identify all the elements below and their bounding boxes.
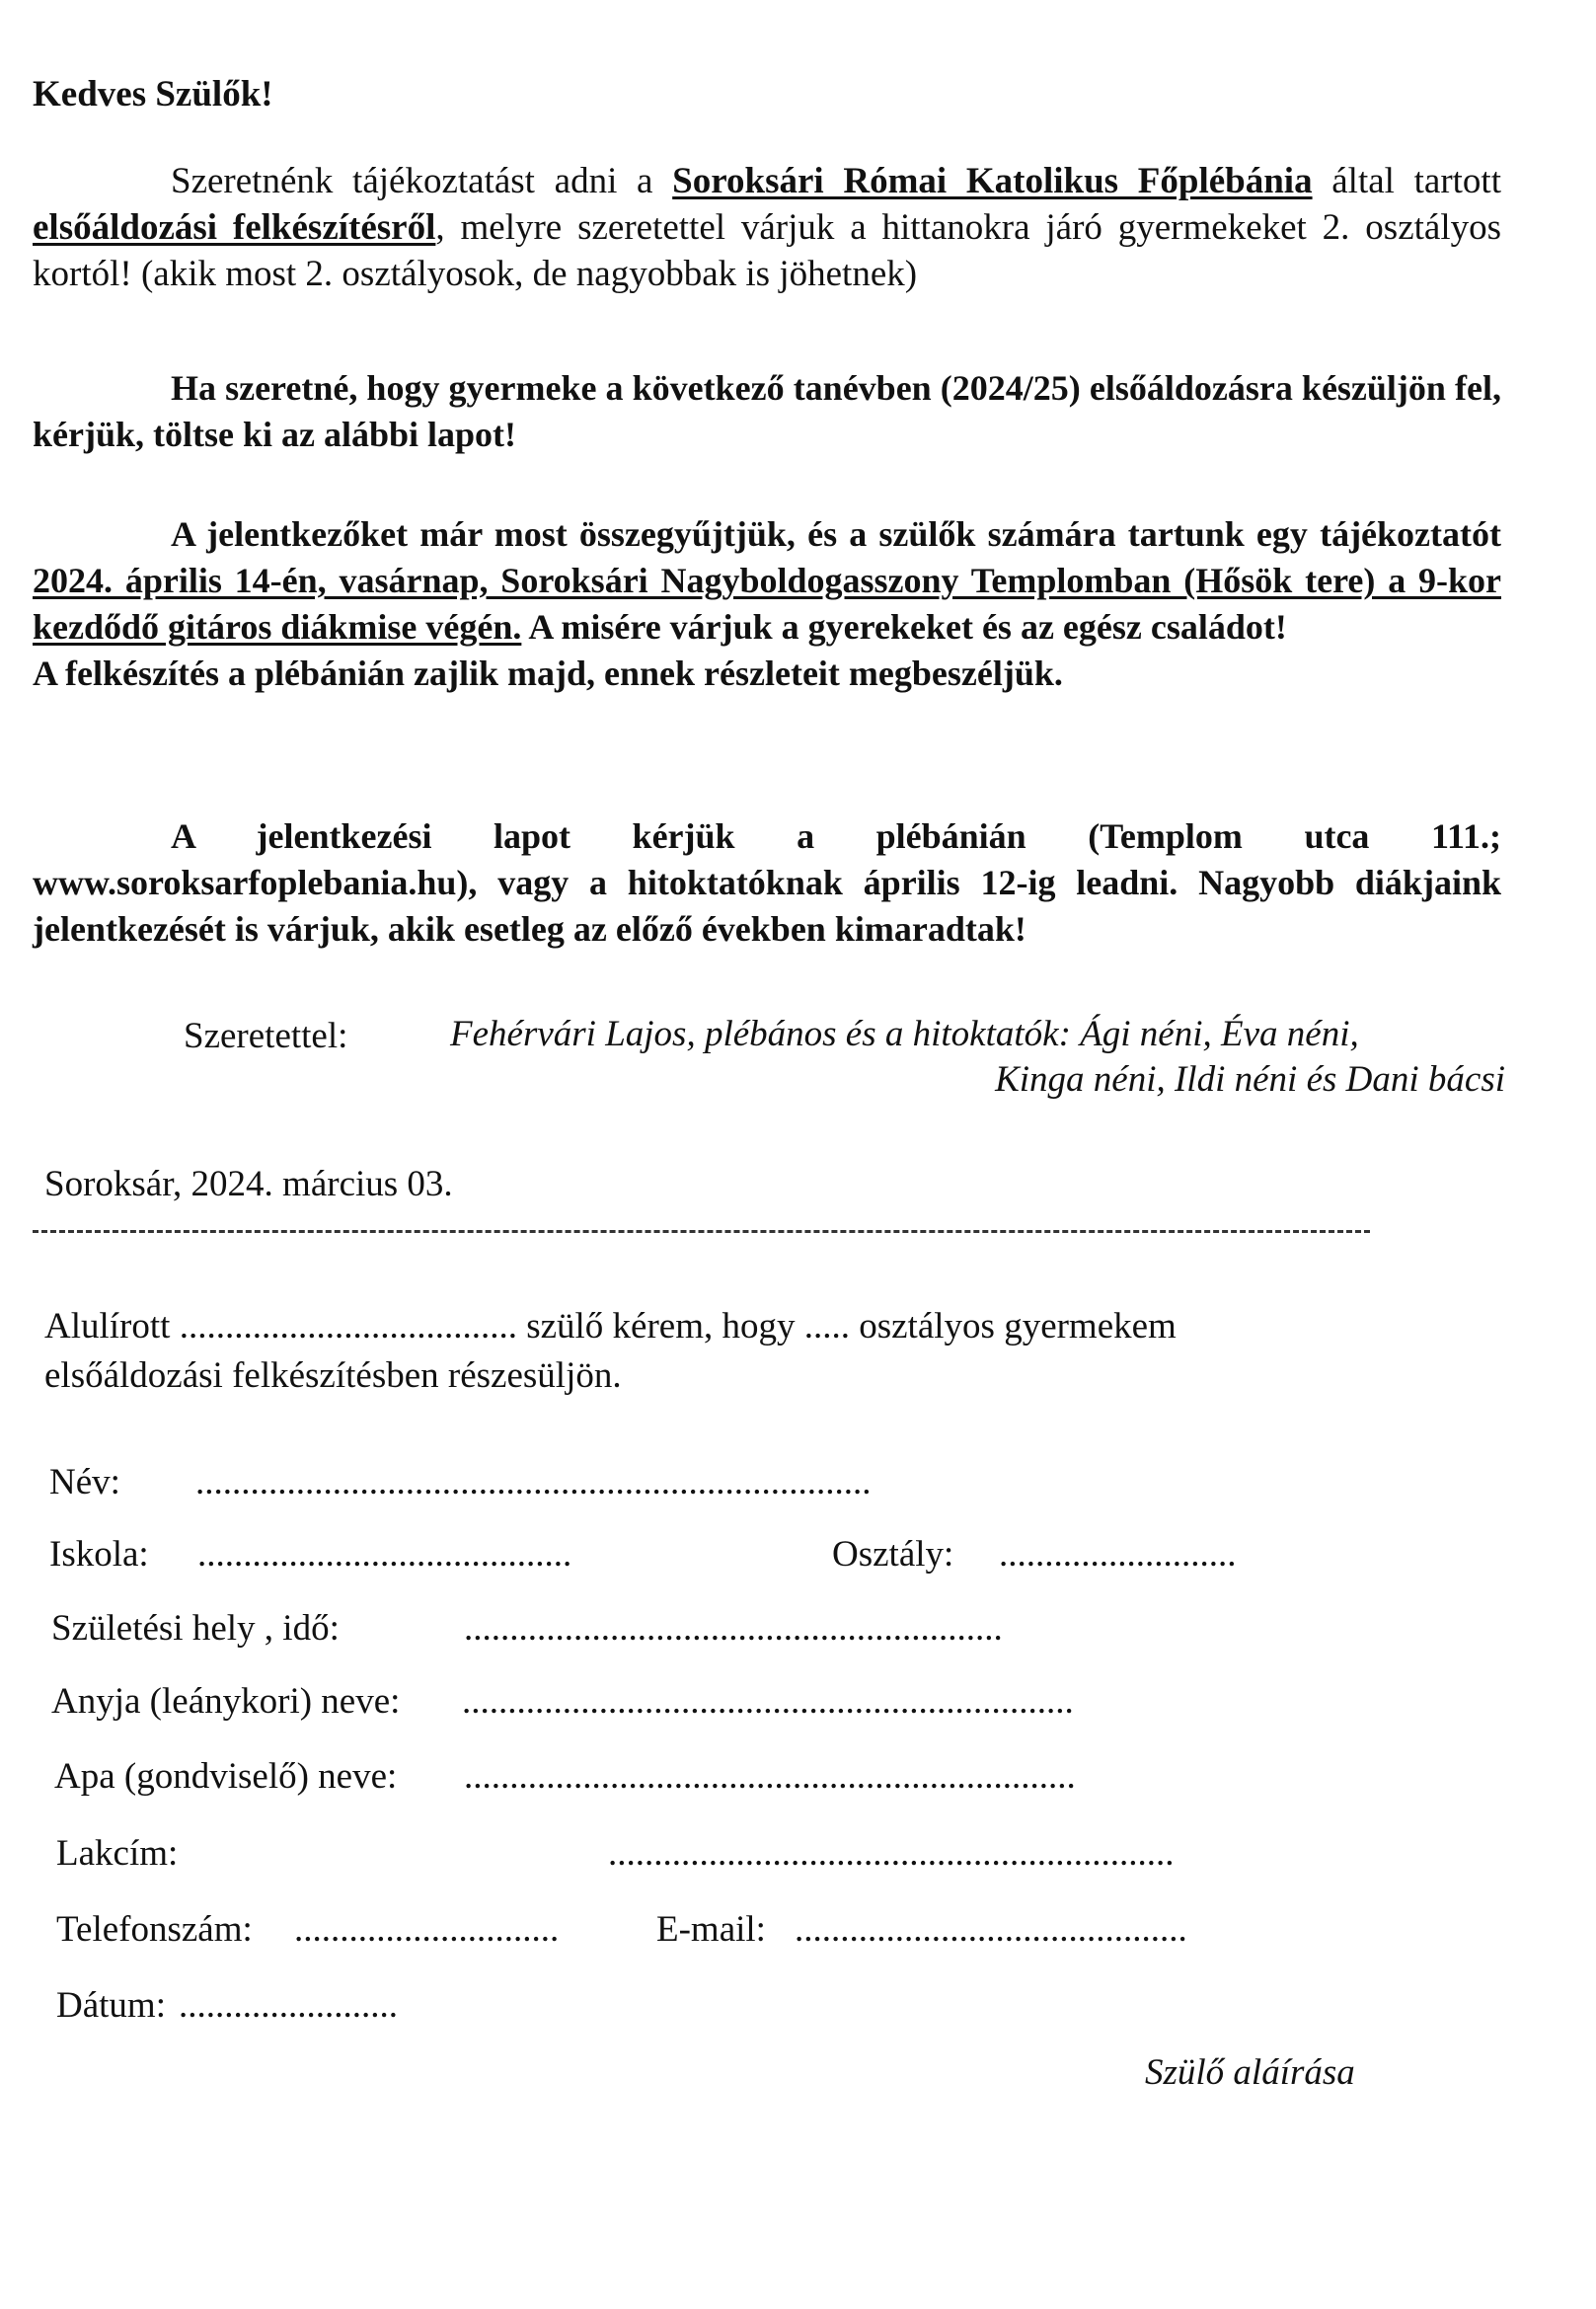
name-label: Név: <box>49 1462 120 1502</box>
school-field[interactable]: ......................................... <box>197 1534 572 1575</box>
signoff-line-2: Kinga néni, Ildi néni és Dani bácsi <box>995 1059 1505 1100</box>
class-field[interactable]: .......................... <box>999 1534 1237 1575</box>
address-field[interactable]: .............................................................. <box>608 1833 1175 1874</box>
form-intro-line-1: Alulírott ..................................... szülő kérem, hogy ..... osztályos gyermekem <box>44 1306 1177 1347</box>
intro-text-2: által tartott <box>1312 161 1501 201</box>
date-label: Dátum: <box>56 1985 166 2026</box>
name-field[interactable]: .......................................................................... <box>195 1462 872 1502</box>
parent-signature-label: Szülő aláírása <box>1145 2052 1355 2093</box>
school-label: Iskola: <box>49 1534 149 1575</box>
address-label: Lakcím: <box>56 1833 179 1874</box>
date-field[interactable]: ........................ <box>179 1985 398 2026</box>
mother-name-field[interactable]: ................................................................... <box>462 1681 1074 1722</box>
parish-name: Soroksári Római Katolikus Főplébánia <box>672 161 1313 201</box>
meeting-text-3: A felkészítés a plébánián zajlik majd, ennek részleteit megbeszéljük. <box>33 654 1063 693</box>
paragraph-submission: A jelentkezési lapot kérjük a plébánián (Templom utca 111.; www.soroksarfoplebania.hu), vagy a hitoktatóknak április 12-ig leadni. Nagyobb diákjaink jelentkezését is várjuk, akik esetleg az előző években kimaradtak! <box>33 816 1501 949</box>
email-field[interactable]: ........................................... <box>795 1909 1187 1950</box>
signoff-line-1: Fehérvári Lajos, plébános és a hitoktatók: Ági néni, Éva néni, <box>450 1014 1359 1054</box>
birth-field[interactable]: ........................................................... <box>464 1608 1003 1649</box>
paragraph-request: Ha szeretné, hogy gyermeke a következő tanévben (2024/25) elsőáldozásra készüljön fel, kérjük, töltse ki az alábbi lapot! <box>33 368 1501 454</box>
greeting: Kedves Szülők! <box>33 74 273 115</box>
preparation-name: elsőáldozási felkészítésről <box>33 207 436 248</box>
phone-field[interactable]: ............................. <box>294 1909 560 1950</box>
birth-label: Születési hely , idő: <box>51 1608 340 1649</box>
father-name-label: Apa (gondviselő) neve: <box>54 1756 398 1797</box>
signoff-label: Szeretettel: <box>184 1016 348 1056</box>
phone-label: Telefonszám: <box>56 1909 253 1950</box>
place-date: Soroksár, 2024. március 03. <box>44 1164 453 1204</box>
cut-line <box>33 1230 1370 1233</box>
class-label: Osztály: <box>832 1534 954 1575</box>
intro-text-1: Szeretnénk tájékoztatást adni a <box>171 161 673 201</box>
form-intro-line-2: elsőáldozási felkészítésben részesüljön. <box>44 1355 622 1396</box>
paragraph-intro <box>33 158 1501 297</box>
email-label: E-mail: <box>656 1909 766 1950</box>
father-name-field[interactable]: ................................................................... <box>464 1756 1076 1797</box>
paragraph-meeting <box>33 511 1501 697</box>
intro-text-3: , melyre szeretettel várjuk a hittanokra járó gyermekeket 2. osztályos kortól! (akik most 2. osztályosok, de nagyobbak is jöhetnek) <box>33 207 1501 294</box>
meeting-event: 2024. április 14-én, vasárnap, Soroksári Nagyboldogasszony Templomban (Hősök tere) a 9-kor kezdődő gitáros diákmise végén. <box>33 561 1501 647</box>
meeting-text-2: A misére várjuk a gyerekeket és az egész családot! <box>521 607 1287 647</box>
meeting-text-1: A jelentkezőket már most összegyűjtjük, és a szülők számára tartunk egy tájékoztatót <box>171 514 1501 554</box>
mother-name-label: Anyja (leánykori) neve: <box>51 1681 401 1722</box>
